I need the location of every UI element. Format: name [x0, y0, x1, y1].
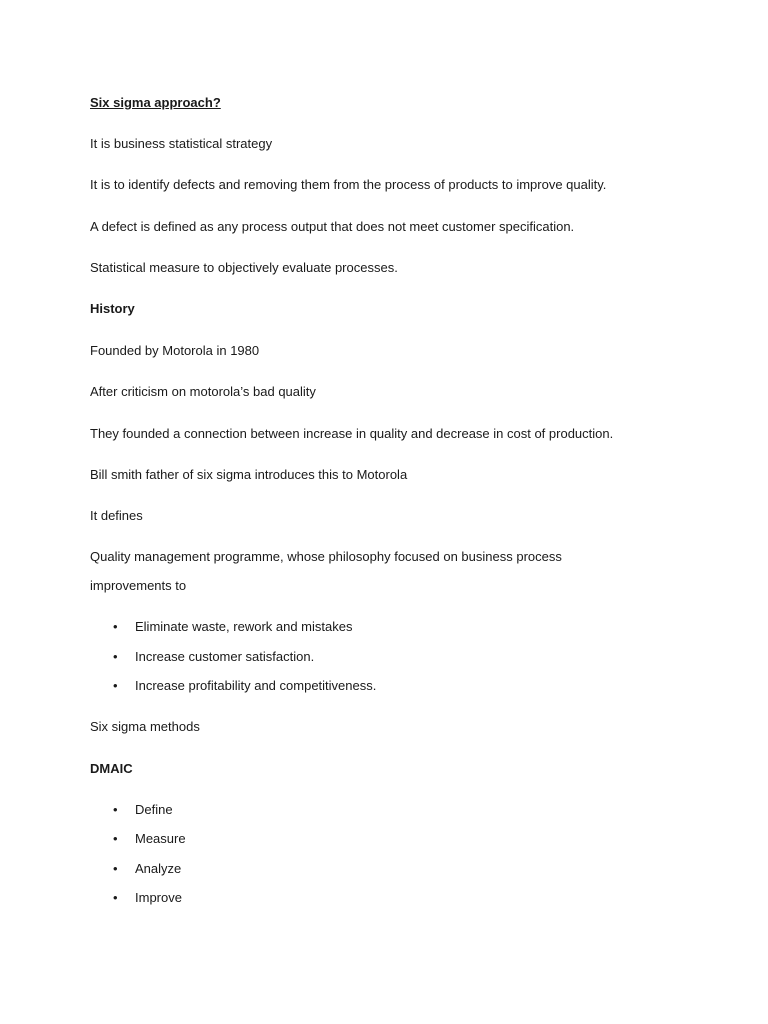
intro-line: It is to identify defects and removing them from the process of products to improve quality. [90, 177, 607, 192]
history-heading: History [90, 301, 135, 316]
bullet-icon: • [113, 678, 118, 693]
list-item: Measure [135, 831, 186, 846]
bullet-icon: • [113, 861, 118, 876]
list-item: Define [135, 802, 173, 817]
intro-line: It is business statistical strategy [90, 136, 273, 151]
list-item: Eliminate waste, rework and mistakes [135, 619, 353, 634]
bullet-icon: • [113, 619, 118, 634]
list-item: Analyze [135, 861, 182, 876]
intro-line: A defect is defined as any process output that does not meet customer specification. [90, 219, 575, 234]
history-line: Bill smith father of six sigma introduces this to Motorola [90, 467, 408, 482]
history-line: It defines [90, 508, 143, 523]
history-line: After criticism on motorola’s bad quality [90, 384, 316, 399]
history-line: Founded by Motorola in 1980 [90, 343, 260, 358]
methods-heading: Six sigma methods [90, 719, 200, 734]
bullet-icon: • [113, 649, 118, 664]
document-title: Six sigma approach? [90, 95, 221, 110]
list-item: Increase profitability and competitiveness. [135, 678, 377, 693]
list-item: Increase customer satisfaction. [135, 649, 315, 664]
philosophy-line: Quality management programme, whose philosophy focused on business process [90, 549, 562, 564]
history-line: They founded a connection between increase in quality and decrease in cost of production. [90, 426, 614, 441]
philosophy-line: improvements to [90, 578, 187, 593]
bullet-icon: • [113, 802, 118, 817]
bullet-icon: • [113, 890, 118, 905]
bullet-icon: • [113, 831, 118, 846]
dmaic-heading: DMAIC [90, 761, 133, 776]
list-item: Improve [135, 890, 182, 905]
intro-line: Statistical measure to objectively evaluate processes. [90, 260, 398, 275]
